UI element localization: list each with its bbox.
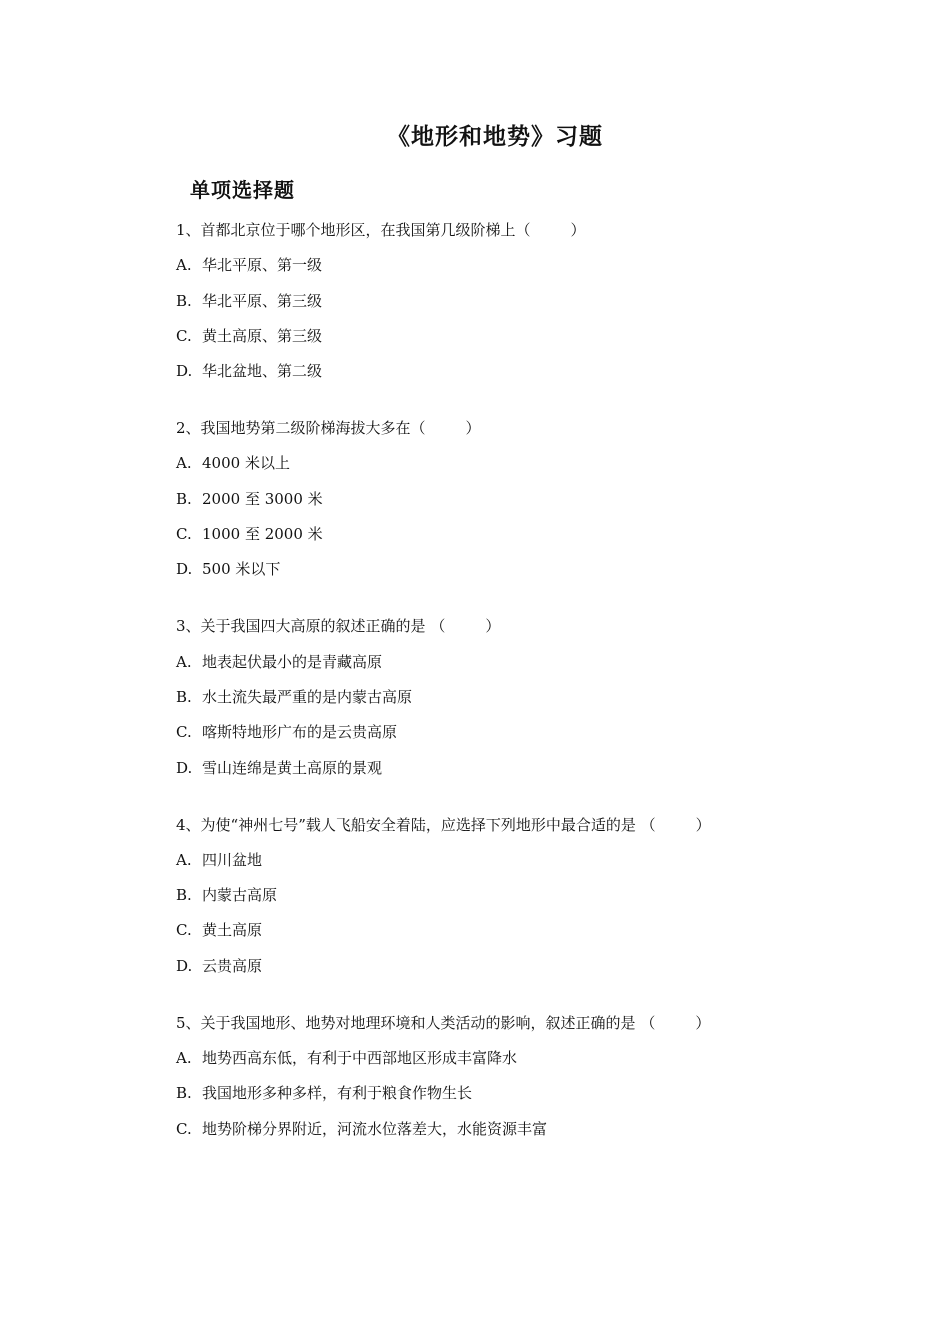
question-stem-close: ）: [695, 815, 711, 834]
option-letter: A.: [176, 850, 192, 869]
question-stem-close: ）: [485, 617, 501, 636]
option-text: 四川盆地: [202, 850, 263, 869]
question-stem: [176, 219, 876, 241]
option-letter: A.: [176, 256, 192, 275]
option-b: [176, 884, 876, 906]
option-c: [176, 919, 876, 941]
question-stem-text: 3、关于我国四大高原的叙述正确的是 （: [176, 617, 446, 636]
option-d: [176, 757, 876, 779]
question-stem-close: ）: [695, 1013, 711, 1032]
option-a: [176, 651, 876, 673]
question-list: [176, 219, 876, 1175]
question-3: [176, 615, 876, 778]
option-a: [176, 1047, 876, 1069]
question-stem-text: 4、为使“神州七号”载人飞船安全着陆，应选择下列地形中最合适的是 （: [176, 815, 656, 834]
question-1: [176, 219, 876, 382]
option-letter: A.: [176, 1049, 192, 1068]
option-letter: B.: [176, 489, 192, 508]
option-letter: D.: [176, 956, 193, 975]
option-d: [176, 360, 876, 382]
option-text: 喀斯特地形广布的是云贵高原: [202, 723, 398, 742]
option-text: 黄土高原: [202, 921, 263, 940]
document-title: 《地形和地势》习题: [387, 123, 603, 150]
option-text: 2000 至 3000 米: [202, 489, 323, 508]
option-c: [176, 721, 876, 743]
option-text: 黄土高原、第三级: [202, 326, 323, 345]
option-a: [176, 452, 876, 474]
option-c: [176, 325, 876, 347]
question-stem-close: ）: [465, 419, 481, 438]
option-letter: C.: [176, 921, 192, 940]
question-stem-close: ）: [570, 221, 586, 239]
option-letter: C.: [176, 326, 192, 345]
question-5: [176, 1012, 876, 1140]
option-text: 雪山连绵是黄土高原的景观: [202, 758, 383, 777]
option-b: [176, 686, 876, 708]
option-letter: B.: [176, 886, 192, 905]
option-c: [176, 523, 876, 545]
option-letter: A.: [176, 652, 192, 671]
option-text: 云贵高原: [202, 956, 263, 975]
option-b: [176, 290, 876, 312]
question-stem-text: 2、我国地势第二级阶梯海拔大多在（: [176, 419, 426, 438]
option-text: 地表起伏最小的是青藏高原: [202, 652, 383, 671]
option-text: 华北盆地、第二级: [202, 362, 323, 381]
question-2: [176, 417, 876, 580]
option-a: [176, 849, 876, 871]
option-d: [176, 558, 876, 580]
option-d: [176, 955, 876, 977]
option-letter: B.: [176, 1084, 192, 1103]
option-letter: C.: [176, 1119, 192, 1138]
option-letter: B.: [176, 687, 192, 706]
option-letter: D.: [176, 362, 193, 381]
question-stem: [176, 814, 876, 836]
option-text: 1000 至 2000 米: [202, 525, 323, 544]
option-c: [176, 1118, 876, 1140]
option-b: [176, 1082, 876, 1104]
question-4: [176, 814, 876, 977]
option-a: [176, 254, 876, 276]
option-text: 内蒙古高原: [202, 886, 278, 905]
option-text: 地势西高东低，有利于中西部地区形成丰富降水: [202, 1049, 518, 1068]
option-letter: C.: [176, 723, 192, 742]
option-letter: B.: [176, 291, 192, 310]
question-stem: [176, 1012, 876, 1034]
option-letter: C.: [176, 525, 192, 544]
option-text: 地势阶梯分界附近，河流水位落差大，水能资源丰富: [202, 1119, 548, 1138]
option-b: [176, 488, 876, 510]
option-text: 水土流失最严重的是内蒙古高原: [202, 687, 413, 706]
question-stem: [176, 417, 876, 439]
question-stem-text: 5、关于我国地形、地势对地理环境和人类活动的影响，叙述正确的是 （: [176, 1013, 656, 1032]
option-text: 500 米以下: [202, 560, 281, 579]
option-text: 华北平原、第三级: [202, 291, 323, 310]
option-letter: D.: [176, 560, 193, 579]
option-letter: A.: [176, 454, 192, 473]
question-stem: [176, 615, 876, 637]
option-text: 4000 米以上: [202, 454, 290, 473]
option-letter: D.: [176, 758, 193, 777]
option-text: 我国地形多种多样，有利于粮食作物生长: [202, 1084, 473, 1103]
option-text: 华北平原、第一级: [202, 256, 323, 275]
question-stem-text: 1、首都北京位于哪个地形区，在我国第几级阶梯上（: [176, 221, 531, 239]
section-heading: 单项选择题: [190, 178, 295, 202]
